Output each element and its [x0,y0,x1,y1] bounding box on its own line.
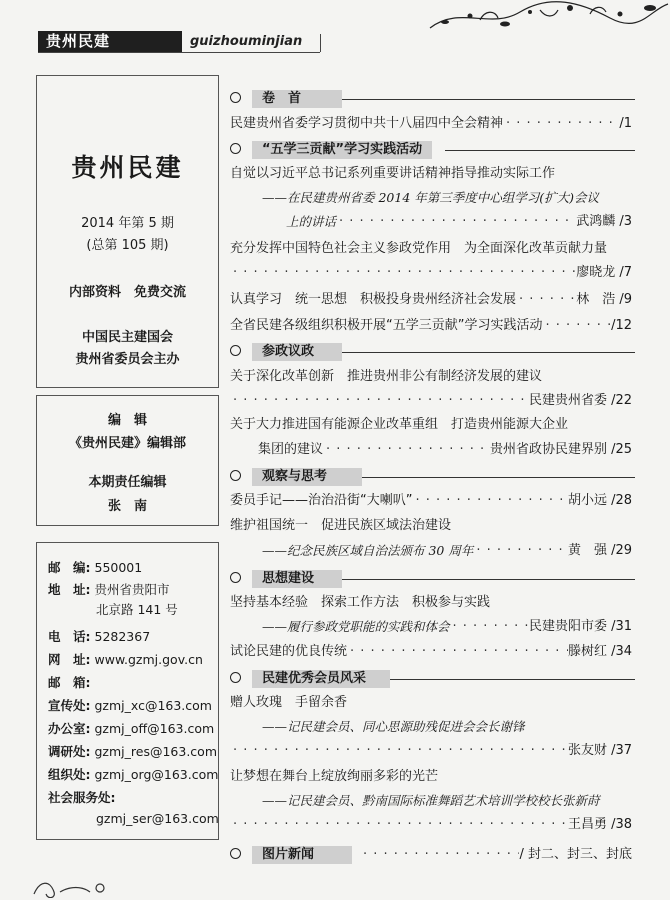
circle-bullet-icon [230,470,241,481]
toc-entry[interactable]: · · · 张友财 /37 [230,741,632,761]
contact-row: 社会服务处: [48,790,116,805]
header-rule [38,52,320,53]
toc-entry[interactable]: 民建贵州省委学习贯彻中共十八届四中全会精神 · · · /1 [230,114,632,134]
toc-entry[interactable]: · · · 王昌勇 /38 [230,815,632,835]
total-issue: (总第 105 期) [86,238,169,253]
toc-entry[interactable]: 关于大力推进国有能源企业改革重组 打造贵州能源大企业 [230,417,569,432]
contact-row: 调研处: gzmj_res@163.com [48,744,217,759]
toc-entry-subtitle: ——在民建贵州省委 2014 年第三季度中心组学习(扩大)会议 [262,190,600,205]
toc-entry[interactable]: 关于深化改革创新 推进贵州非公有制经济发展的建议 [230,369,543,384]
toc-entry[interactable]: 赠人玫瑰 手留余香 [230,695,348,710]
toc-entry[interactable]: 集团的建议 · · · 贵州省政协民建界别 /25 [258,440,632,460]
section-header: 民建优秀会员风采 [230,670,635,688]
editor-dept: 《贵州民建》编辑部 [68,436,186,451]
toc-entry[interactable]: 维护祖国统一 促进民族区域法治建设 [230,518,452,533]
editor-label: 编 辑 [107,413,147,428]
contact-row: 邮 编: 550001 [48,560,143,575]
contact-row: 网 址: www.gzmj.gov.cn [48,652,203,667]
contact-row: 北京路 141 号 [96,602,178,617]
circle-bullet-icon [230,672,241,683]
toc-entry[interactable]: ——履行参政党职能的实践和体会 · · · 民建贵阳市委 /31 [262,617,632,637]
section-header: 观察与思考 [230,468,635,486]
section-header: 参政议政 [230,343,635,361]
contact-row: gzmj_ser@163.com [96,811,219,826]
toc-entry[interactable]: 认真学习 统一思想 积极投身贵州经济社会发展 · · · 林 浩 /9 [230,290,632,310]
toc-entry[interactable]: 充分发挥中国特色社会主义参政党作用 为全面深化改革贡献力量 [230,241,608,256]
contact-row: 电 话: 5282367 [48,629,151,644]
toc-entry[interactable]: · · · 民建贵州省委 /22 [230,391,632,411]
section-header: “五学三贡献”学习实践活动 [230,141,635,159]
floral-ornament-icon [420,0,670,35]
sponsor-line-2: 贵州省委员会主办 [75,352,180,367]
toc-entry-subtitle: ——记民建会员、同心思源助残促进会会长谢锋 [262,719,525,734]
contact-row: 地 址: 贵州省贵阳市 [48,582,170,597]
toc-entry[interactable]: 委员手记——治治沿街“大喇叭” · · · 胡小远 /28 [230,491,632,511]
toc-entry[interactable]: 自觉以习近平总书记系列重要讲话精神指导推动实际工作 [230,166,556,181]
circle-bullet-icon [230,848,241,859]
chief-editor-label: 本期责任编辑 [88,475,167,490]
section-header: 图片新闻 [230,846,360,864]
contact-row: 邮 箱: [48,675,91,690]
circle-bullet-icon [230,143,241,154]
circle-bullet-icon [230,92,241,103]
toc-entry[interactable]: 坚持基本经验 探索工作方法 积极参与实践 [230,595,491,610]
toc-entry[interactable]: · · · / 封二、封三、封底 [360,845,632,865]
toc-entry[interactable]: ——纪念民族区域自治法颁布 30 周年 · · · 黄 强 /29 [262,541,632,561]
header-pinyin: guizhouminjian [190,34,303,49]
contact-row: 组织处: gzmj_org@163.com [48,767,219,782]
masthead-box [36,75,219,388]
circle-bullet-icon [230,345,241,356]
footer-flourish-icon [30,876,130,898]
toc-entry[interactable]: 全省民建各级组织积极开展“五学三贡献”学习实践活动 · · · /12 [230,316,632,336]
contact-row: 办公室: gzmj_off@163.com [48,721,215,736]
toc-entry[interactable]: 上的讲话 · · · 武鸿麟 /3 [286,212,632,232]
sponsor-line-1: 中国民主建国会 [81,330,173,345]
section-header: 思想建设 [230,570,635,588]
editor-box [36,395,219,526]
contact-box [36,542,219,840]
contact-row: 宣传处: gzmj_xc@163.com [48,698,212,713]
circulation-note: 内部资料 免费交流 [68,285,186,300]
section-header: 卷 首 [230,90,635,108]
magazine-title: 贵州民建 [71,153,184,182]
issue-number: 2014 年第 5 期 [81,216,174,231]
toc-entry[interactable]: 试论民建的优良传统 · · · 滕树红 /34 [230,642,632,662]
circle-bullet-icon [230,572,241,583]
toc-entry-subtitle: ——记民建会员、黔南国际标准舞蹈艺术培训学校校长张新莳 [262,793,600,808]
toc-entry[interactable]: · · · 廖晓龙 /7 [230,263,632,283]
toc-entry[interactable]: 让梦想在舞台上绽放绚丽多彩的光芒 [230,769,439,784]
chief-editor-name: 张 南 [107,499,147,514]
header-divider [320,34,321,52]
header-label: 贵州民建 [38,31,182,52]
